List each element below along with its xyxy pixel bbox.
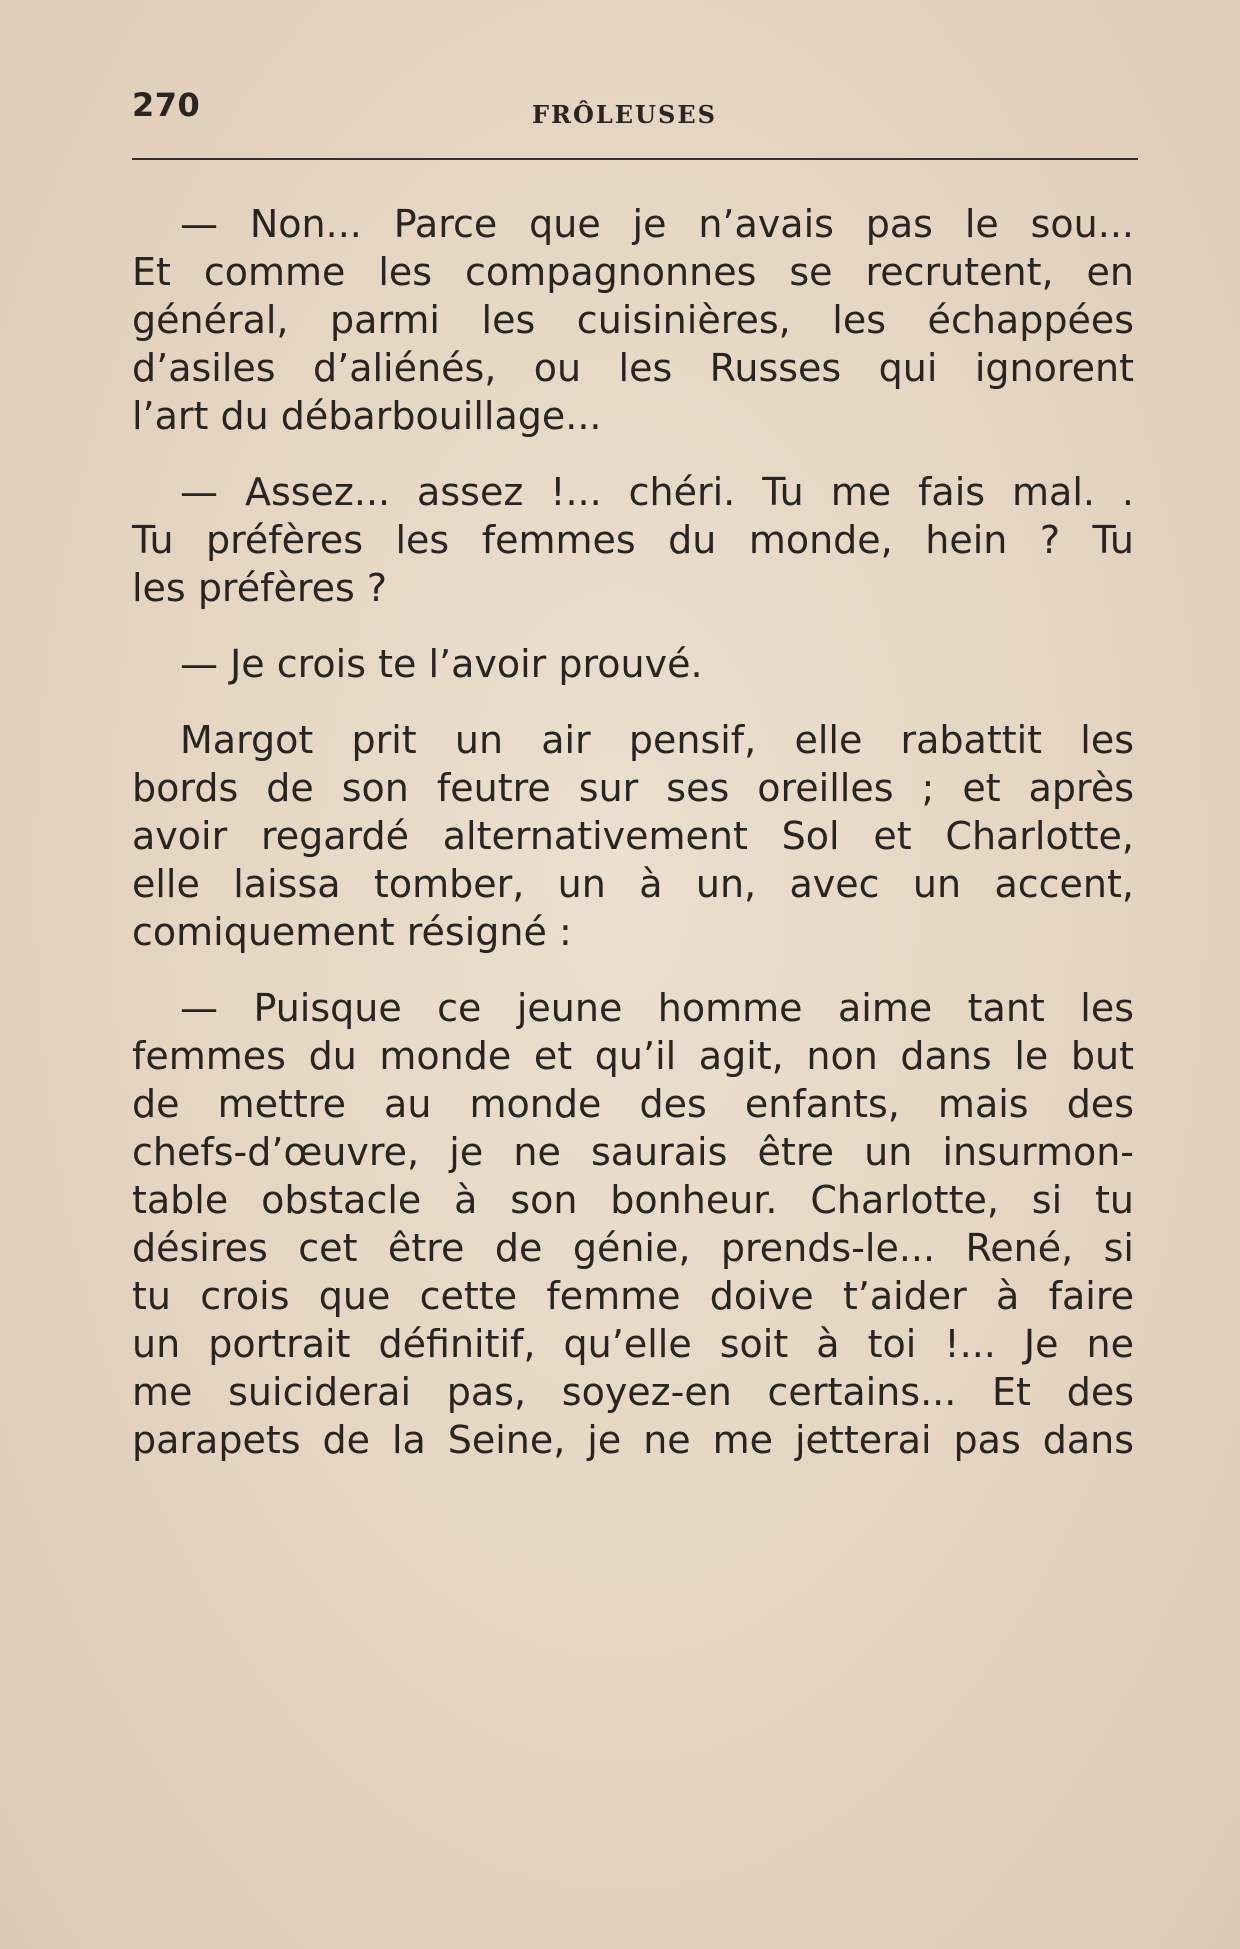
page-header xyxy=(132,86,1138,132)
text-line: elle laissa tomber, un à un, avec un accent, xyxy=(132,862,1134,906)
text-line: — Assez... assez !... chéri. Tu me fais mal. . xyxy=(180,470,1134,514)
page-number: 270 xyxy=(132,86,201,124)
paragraph xyxy=(132,200,1134,440)
text-line: tu crois que cette femme doive t’aider à faire xyxy=(132,1274,1134,1318)
text-line: les préfères ? xyxy=(132,566,388,610)
text-line: d’asiles d’aliénés, ou les Russes qui ignorent xyxy=(132,346,1134,390)
text-line: avoir regardé alternativement Sol et Charlotte, xyxy=(132,814,1134,858)
body-text xyxy=(132,200,1134,1464)
text-line: Tu préfères les femmes du monde, hein ? Tu xyxy=(132,518,1134,562)
paragraph xyxy=(132,640,1134,688)
text-line: — Non... Parce que je n’avais pas le sou... xyxy=(180,202,1134,246)
text-line: comiquement résigné : xyxy=(132,910,572,954)
text-line: de mettre au monde des enfants, mais des xyxy=(132,1082,1134,1126)
text-line: un portrait définitif, qu’elle soit à toi !... Je ne xyxy=(132,1322,1134,1366)
text-line: Et comme les compagnonnes se recrutent, en xyxy=(132,250,1134,294)
text-line: table obstacle à son bonheur. Charlotte, si tu xyxy=(132,1178,1134,1222)
text-line: femmes du monde et qu’il agit, non dans le but xyxy=(132,1034,1134,1078)
text-line: chefs-d’œuvre, je ne saurais être un insurmon- xyxy=(132,1130,1134,1174)
paragraph xyxy=(132,716,1134,956)
text-line: me suiciderai pas, soyez-en certains... Et des xyxy=(132,1370,1134,1414)
text-line: — Puisque ce jeune homme aime tant les xyxy=(180,986,1134,1030)
paragraph xyxy=(132,468,1134,612)
running-title: FRÔLEUSES xyxy=(532,100,717,129)
text-line: parapets de la Seine, je ne me jetterai pas dans xyxy=(132,1418,1134,1462)
text-line: désires cet être de génie, prends-le... René, si xyxy=(132,1226,1134,1270)
text-line: général, parmi les cuisinières, les échappées xyxy=(132,298,1134,342)
text-line: Margot prit un air pensif, elle rabattit les xyxy=(180,718,1134,762)
text-line: bords de son feutre sur ses oreilles ; et après xyxy=(132,766,1134,810)
text-line: l’art du débarbouillage... xyxy=(132,394,602,438)
paragraph xyxy=(132,984,1134,1464)
header-rule xyxy=(132,158,1138,160)
text-line: — Je crois te l’avoir prouvé. xyxy=(180,642,703,686)
